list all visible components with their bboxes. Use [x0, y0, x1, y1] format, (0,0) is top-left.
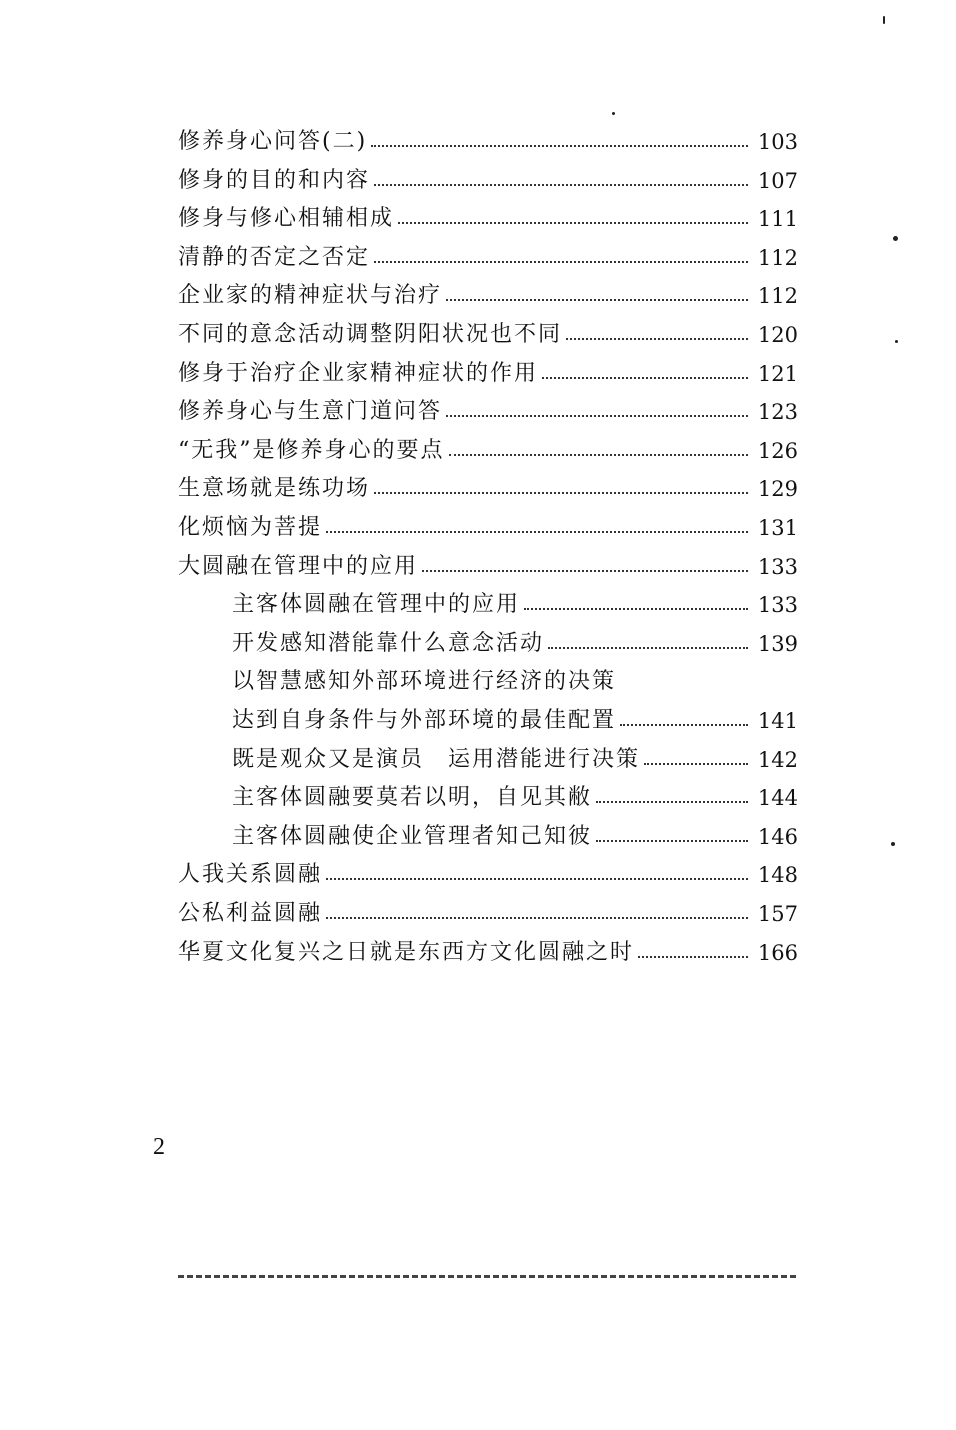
- toc-entry-page: 157: [757, 902, 798, 926]
- toc-entry-title: “无我”是修养身心的要点: [178, 437, 445, 463]
- toc-entry-title: 主客体圆融在管理中的应用: [232, 592, 521, 618]
- toc-entry[interactable]: [178, 934, 798, 972]
- dot-leader: [371, 145, 748, 147]
- toc-entry[interactable]: [178, 123, 798, 161]
- dot-leader: [326, 878, 748, 880]
- toc-entry-title: 公私利益圆融: [178, 901, 323, 926]
- toc-entry[interactable]: [178, 895, 798, 933]
- dot-leader: [422, 570, 748, 572]
- toc-entry[interactable]: [232, 779, 798, 817]
- scan-speck: [893, 236, 898, 241]
- toc-entry[interactable]: [232, 625, 798, 663]
- toc-entry-title: 化烦恼为菩提: [178, 515, 323, 540]
- toc-entry-title: 修养身心与生意门道问答: [178, 399, 443, 425]
- toc-entry[interactable]: [178, 548, 798, 586]
- dot-leader: [326, 531, 748, 533]
- scan-speck: [891, 842, 895, 846]
- toc-entry-page: 112: [757, 245, 798, 270]
- toc-entry-page: 129: [757, 477, 798, 502]
- toc-entry-page: 121: [757, 361, 798, 386]
- toc-entry-page: 111: [757, 207, 798, 232]
- toc-entry[interactable]: [178, 470, 798, 508]
- dot-leader: [542, 377, 748, 379]
- toc-entry-page: 141: [757, 709, 798, 733]
- toc-entry-page: 133: [757, 593, 798, 618]
- toc-entry[interactable]: [178, 200, 798, 238]
- toc-entry-page: 126: [757, 438, 798, 463]
- toc-entry[interactable]: [178, 355, 798, 393]
- toc-entry-title: 修身与修心相辅相成: [178, 206, 395, 232]
- toc-entry[interactable]: [232, 741, 798, 779]
- dot-leader: [566, 338, 748, 340]
- dot-leader: [374, 492, 748, 494]
- toc-entry-page: 146: [757, 824, 798, 849]
- toc-entry-page: 148: [757, 863, 798, 888]
- dot-leader: [638, 956, 748, 958]
- toc-entry-title: 既是观众又是演员 运用潜能进行决策: [232, 746, 641, 772]
- toc-entry-page: 103: [757, 130, 798, 154]
- toc-entry-title: 达到自身条件与外部环境的最佳配置: [232, 708, 617, 733]
- dot-leader: [620, 724, 748, 726]
- dot-leader: [524, 608, 748, 610]
- page-number: 2: [153, 1134, 165, 1160]
- scan-speck: [895, 340, 898, 343]
- dot-leader: [596, 840, 748, 842]
- toc-entry-page: 144: [757, 786, 798, 811]
- toc-entry-title: 大圆融在管理中的应用: [178, 553, 419, 579]
- dot-leader: [449, 454, 749, 456]
- toc-entry-page: 107: [757, 168, 798, 193]
- scan-speck: [612, 112, 615, 115]
- dot-leader: [326, 917, 748, 919]
- toc-entry-title: 生意场就是练功场: [178, 476, 371, 502]
- toc-entry-title: 清静的否定之否定: [178, 244, 371, 270]
- toc-entry-title: 企业家的精神症状与治疗: [178, 283, 443, 309]
- dot-leader: [644, 763, 748, 765]
- toc-entry-title: 主客体圆融要莫若以明，自见其敝: [232, 785, 593, 811]
- toc-entry[interactable]: [178, 277, 798, 315]
- toc-entry-page: 142: [757, 747, 798, 772]
- toc-entry[interactable]: [232, 702, 798, 740]
- toc-entry[interactable]: [178, 162, 798, 200]
- toc-entry-page: 131: [757, 516, 798, 540]
- toc-entry-title: 华夏文化复兴之日就是东西方文化圆融之时: [178, 939, 635, 965]
- toc-entry-page: 123: [757, 400, 798, 425]
- toc-entry-title: 以智慧感知外部环境进行经济的决策: [232, 669, 617, 695]
- toc-entry[interactable]: [178, 316, 798, 354]
- toc-entry[interactable]: [178, 239, 798, 277]
- toc-entry[interactable]: [178, 432, 798, 470]
- toc-entry-title: 主客体圆融使企业管理者知己知彼: [232, 823, 593, 849]
- toc-entry-title: 人我关系圆融: [178, 862, 323, 888]
- toc-entry-page: 112: [757, 284, 798, 309]
- dot-leader: [446, 299, 748, 301]
- toc-entry-page: 133: [757, 554, 798, 579]
- dot-leader: [374, 261, 748, 263]
- toc-entry[interactable]: [178, 856, 798, 894]
- dot-leader: [596, 801, 748, 803]
- toc-entry-page: 120: [757, 323, 798, 347]
- scan-speck: [883, 16, 885, 24]
- toc-entry-title: 不同的意念活动调整阴阳状况也不同: [178, 322, 563, 347]
- toc-entry[interactable]: [178, 509, 798, 547]
- toc-entry[interactable]: [232, 663, 798, 701]
- toc-entry-title: 修养身心问答(二): [178, 129, 368, 154]
- toc-entry-title: 修身于治疗企业家精神症状的作用: [178, 360, 539, 386]
- bottom-rule: [178, 1275, 796, 1278]
- dot-leader: [548, 647, 748, 649]
- toc-entry-title: 开发感知潜能靠什么意念活动: [232, 630, 545, 656]
- toc-entry[interactable]: [232, 818, 798, 856]
- dot-leader: [398, 222, 748, 224]
- toc-entry-page: 166: [757, 940, 798, 965]
- toc-entry[interactable]: [178, 393, 798, 431]
- toc-entry[interactable]: [232, 586, 798, 624]
- dot-leader: [446, 415, 748, 417]
- dot-leader: [374, 184, 748, 186]
- toc-entry-title: 修身的目的和内容: [178, 167, 371, 193]
- toc-entry-page: 139: [757, 631, 798, 656]
